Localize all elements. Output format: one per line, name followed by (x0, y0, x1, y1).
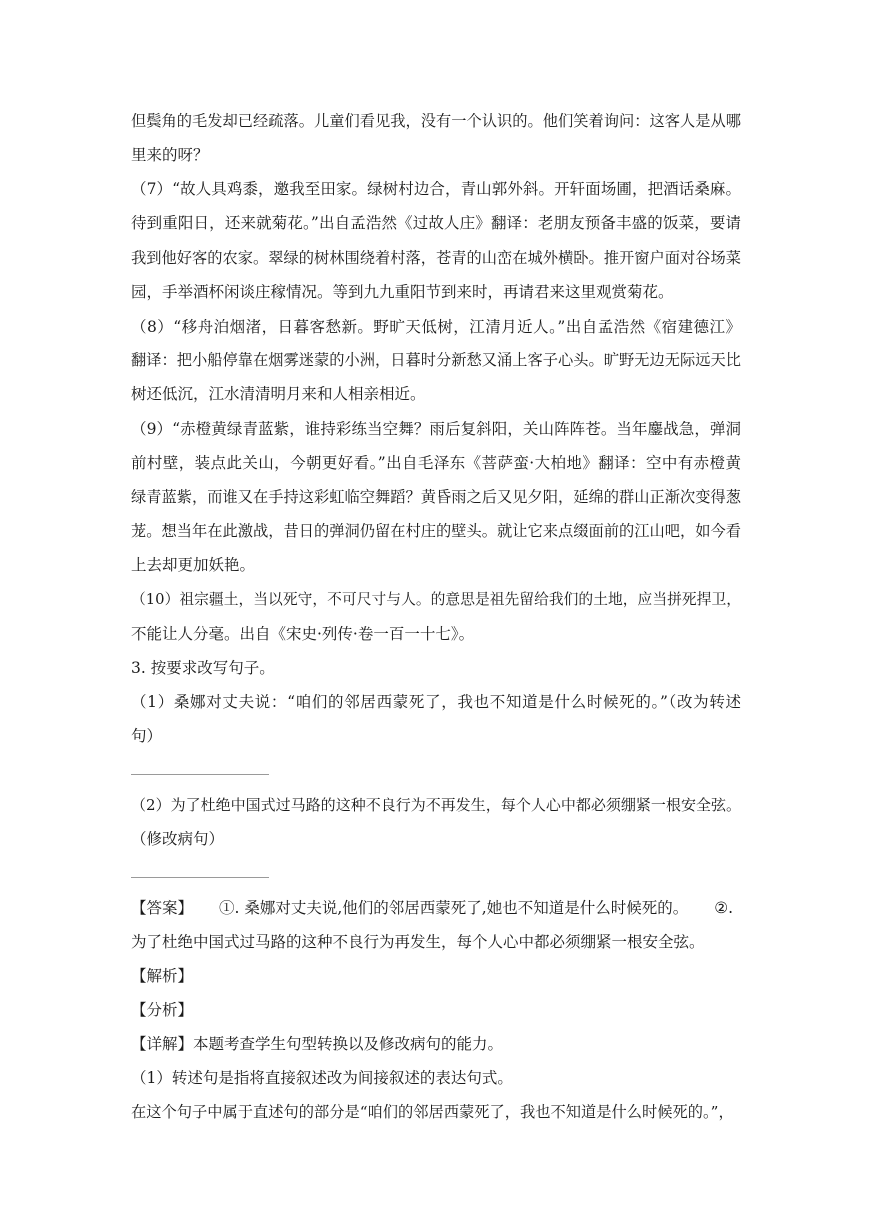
analysis-subheading: 【分析】 (131, 1001, 194, 1019)
question-3-sub1-line: （1）桑娜对丈夫说：“咱们的邻居西蒙死了，我也不知道是什么时候死的。”（改为转述 (131, 693, 741, 711)
question-3-sub1-line: 句） (131, 727, 163, 745)
poem-item-7-line: 园，手举酒杯闲谈庄稼情况。等到九九重阳节到来时，再请君来这里观赏菊花。 (131, 283, 674, 301)
poem-item-9-line: 茏。想当年在此激战，昔日的弹洞仍留在村庄的壁头。就让它来点缀面前的江山吧，如今看 (131, 522, 741, 540)
poem-item-8-line: 树还低沉，江水清清明月来和人相亲相近。 (131, 385, 426, 403)
poem-item-9-line: 上去却更加妖艳。 (131, 556, 256, 574)
paragraph-line: 里来的呀？ (131, 146, 209, 164)
answer-label: 【答案】 (131, 899, 194, 917)
answer-blank-line (131, 877, 269, 878)
question-3-sub2-line: （2）为了杜绝中国式过马路的这种不良行为不再发生，每个人心中都必须绷紧一根安全弦。 (131, 796, 741, 814)
paragraph-line: 但鬓角的毛发却已经疏落。儿童们看见我，没有一个认识的。他们笑着询问：这客人是从哪 (131, 112, 741, 130)
detail-line: （1）转述句是指将直接叙述改为间接叙述的表达句式。 (131, 1069, 513, 1087)
analysis-heading: 【解析】 (131, 967, 194, 985)
question-3-heading: 3. 按要求改写句子。 (131, 659, 275, 677)
detail-line: 【详解】本题考查学生句型转换以及修改病句的能力。 (131, 1035, 504, 1053)
answer-part-2-marker: ②. (714, 899, 734, 917)
poem-item-7-line: 待到重阳日，还来就菊花。”出自孟浩然《过故人庄》翻译：老朋友预备丰盛的饭菜，要请 (131, 214, 741, 232)
quote-item-10-line: （10）祖宗疆土，当以死守，不可尺寸与人。的意思是祖先留给我们的土地，应当拼死捍卫， (131, 591, 741, 608)
question-3-sub2-line: （修改病句） (131, 830, 225, 848)
answer-blank-line (131, 774, 269, 775)
quote-item-10-line: 不能让人分毫。出自《宋史·列传·卷一百一十七》。 (131, 625, 475, 643)
poem-item-9-line: （9）“赤橙黄绿青蓝紫，谁持彩练当空舞？雨后复斜阳，关山阵阵苍。当年鏖战急，弹洞 (131, 420, 741, 438)
detail-line: 在这个句子中属于直述句的部分是“咱们的邻居西蒙死了，我也不知道是什么时候死的。”， (131, 1103, 734, 1121)
answer-part-1: ①. 桑娜对丈夫说,他们的邻居西蒙死了,她也不知道是什么时候死的。 (219, 899, 689, 917)
poem-item-8-line: 翻译：把小船停靠在烟雾迷蒙的小洲，日暮时分新愁又涌上客子心头。旷野无边无际远天比 (131, 351, 741, 369)
poem-item-9-line: 前村壁，装点此关山，今朝更好看。”出自毛泽东《菩萨蛮·大柏地》翻译：空中有赤橙黄 (131, 454, 741, 472)
poem-item-7-line: 我到他好客的农家。翠绿的树林围绕着村落，苍青的山峦在城外横卧。推开窗户面对谷场菜 (131, 249, 741, 267)
answer-line: 为了杜绝中国式过马路的这种不良行为再发生，每个人心中都必须绷紧一根安全弦。 (131, 933, 705, 951)
poem-item-9-line: 绿青蓝紫，而谁又在手持这彩虹临空舞蹈？黄昏雨之后又见夕阳，延绵的群山正渐次变得葱 (131, 488, 741, 506)
poem-item-8-line: （8）“移舟泊烟渚，日暮客愁新。野旷天低树，江清月近人。”出自孟浩然《宿建德江》 (131, 318, 741, 336)
answer-line (131, 898, 741, 918)
poem-item-7-line: （7）“故人具鸡黍，邀我至田家。绿树村边合，青山郭外斜。开轩面场圃，把酒话桑麻。 (131, 180, 741, 198)
